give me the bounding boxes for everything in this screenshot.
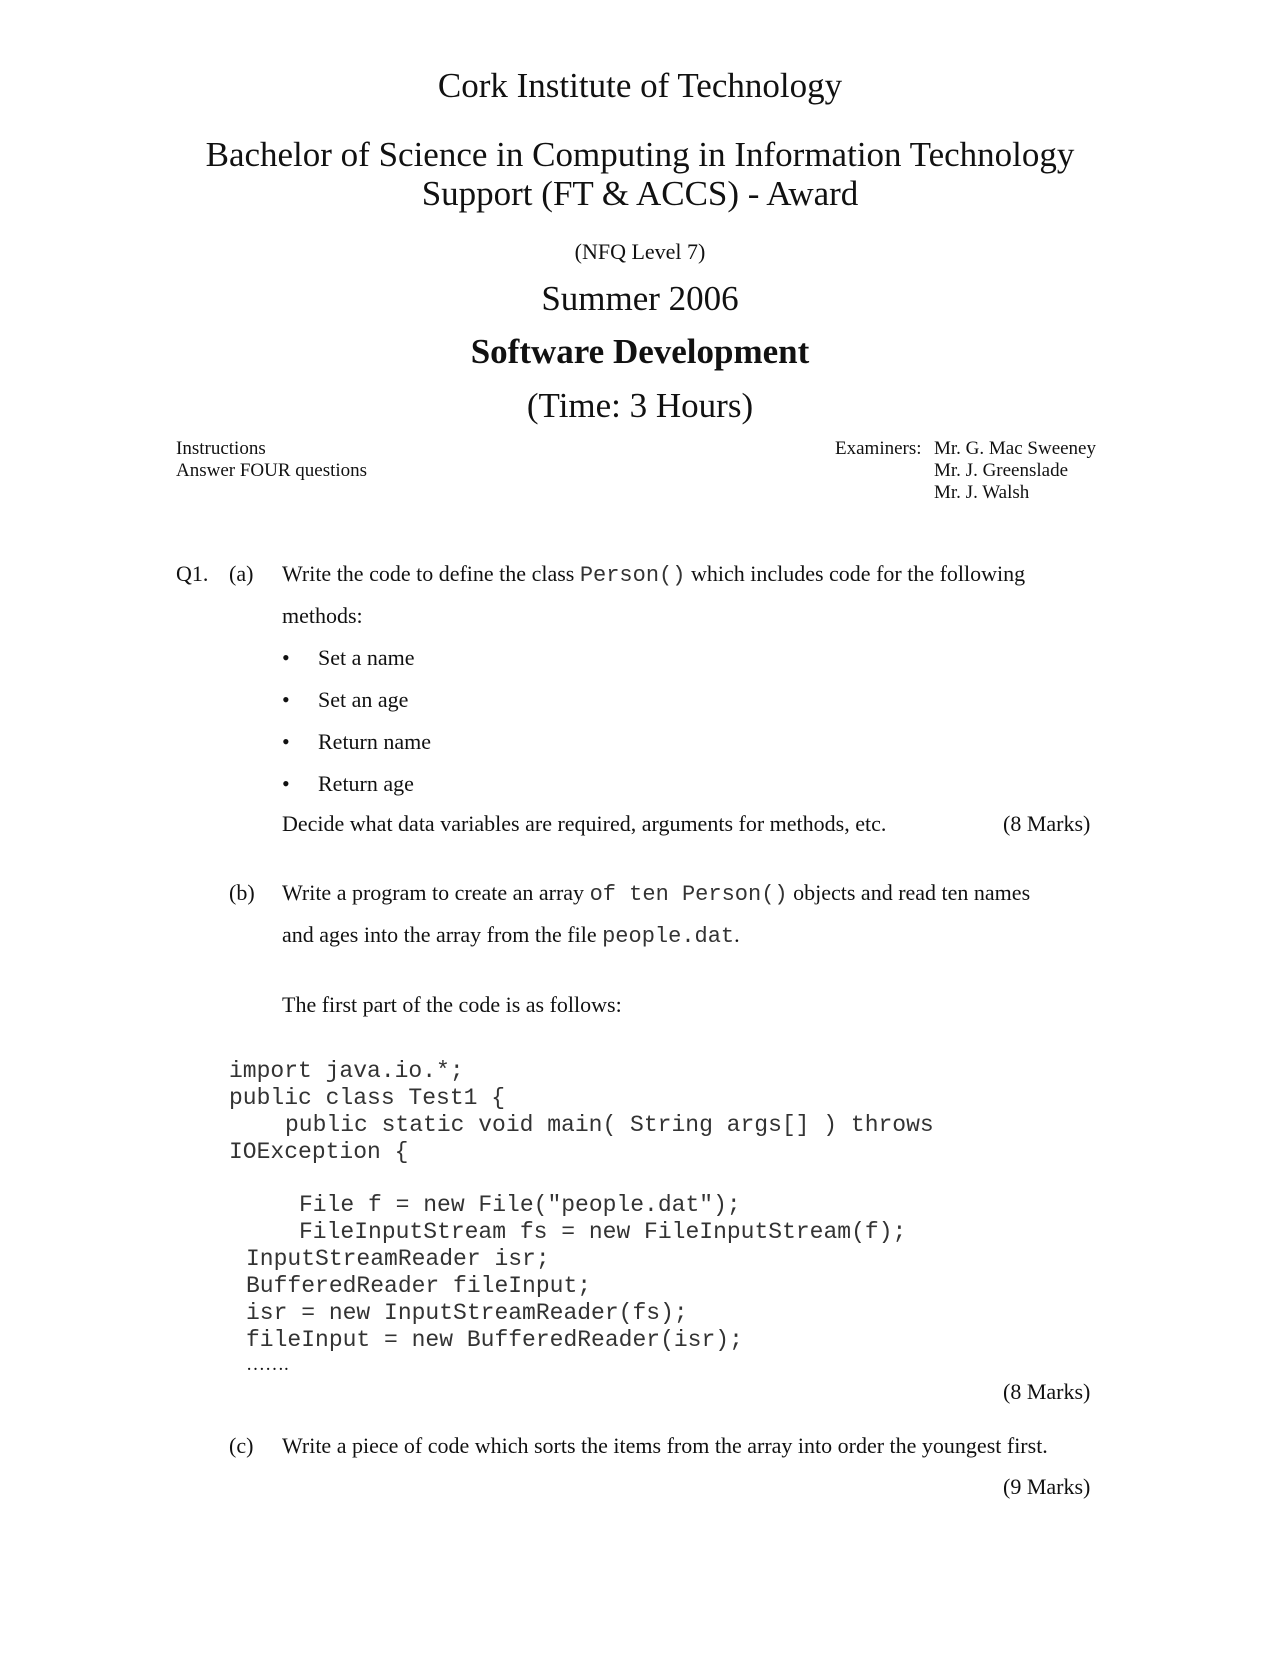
examiner-name: Mr. J. Greenslade xyxy=(934,460,1069,481)
part-a-decide-text: Decide what data variables are required, arguments for methods, etc. xyxy=(282,811,887,836)
part-b-text-line2 xyxy=(282,922,740,949)
exam-duration: (Time: 3 Hours) xyxy=(526,386,754,425)
code-line: import java.io.*; xyxy=(229,1058,464,1084)
question-number: Q1. xyxy=(176,561,209,586)
part-c-marks: (9 Marks) xyxy=(1003,1474,1091,1499)
part-b-text-before: Write a program to create an array xyxy=(282,880,585,905)
part-c-text: Write a piece of code which sorts the items from the array into order the youngest first. xyxy=(282,1433,1048,1458)
nfq-level: (NFQ Level 7) xyxy=(574,239,706,264)
bullet-item: • Return age xyxy=(318,771,414,797)
part-b-text-line1 xyxy=(282,880,1030,907)
part-a-text-line2: methods: xyxy=(282,603,363,628)
part-a-label: (a) xyxy=(229,561,254,586)
instructions-text: Answer FOUR questions xyxy=(176,460,368,481)
code-line: public static void main( String args[] ) throws xyxy=(285,1112,934,1138)
examiner-name: Mr. G. Mac Sweeney xyxy=(934,438,1096,459)
part-b-marks: (8 Marks) xyxy=(1003,1379,1091,1404)
code-line: IOException { xyxy=(229,1139,409,1165)
code-intro-text: The first part of the code is as follows: xyxy=(282,992,622,1017)
subject-title: Software Development xyxy=(470,332,810,371)
code-line: BufferedReader fileInput; xyxy=(246,1273,592,1299)
examiners-label: Examiners: xyxy=(835,438,922,459)
degree-title-line2: Support (FT & ACCS) - Award xyxy=(421,174,859,213)
part-c-label: (c) xyxy=(229,1433,254,1458)
examiner-name: Mr. J. Walsh xyxy=(934,482,1030,503)
code-line: InputStreamReader isr; xyxy=(246,1246,550,1272)
code-line: File f = new File("people.dat"); xyxy=(299,1192,741,1218)
part-a-text-line1 xyxy=(282,561,1025,588)
part-b-text-after: objects and read ten names xyxy=(793,880,1031,905)
exam-session: Summer 2006 xyxy=(541,279,739,318)
bullet-item: • Set a name xyxy=(318,645,415,671)
code-line: fileInput = new BufferedReader(isr); xyxy=(246,1327,743,1353)
part-a-marks: (8 Marks) xyxy=(1003,811,1091,836)
part-a-text-before: Write the code to define the class xyxy=(282,561,575,586)
part-b-line2-before: and ages into the array from the file xyxy=(282,922,597,947)
degree-title-line1: Bachelor of Science in Computing in Information Technology xyxy=(205,135,1075,174)
array-code-phrase: of ten Person() xyxy=(589,882,788,907)
file-name-code: people.dat xyxy=(602,924,735,949)
institution-title: Cork Institute of Technology xyxy=(437,66,843,105)
bullet-item: • Return name xyxy=(318,729,431,755)
instructions-heading: Instructions xyxy=(176,438,266,459)
code-line: isr = new InputStreamReader(fs); xyxy=(246,1300,688,1326)
code-ellipsis: ……. xyxy=(246,1354,289,1375)
code-line: public class Test1 { xyxy=(229,1085,506,1111)
part-a-text-after: which includes code for the following xyxy=(690,561,1026,586)
class-name-code: Person() xyxy=(579,563,686,588)
part-b-label: (b) xyxy=(229,880,255,905)
code-line: FileInputStream fs = new FileInputStream(f); xyxy=(299,1219,907,1245)
bullet-item: • Set an age xyxy=(318,687,408,713)
part-b-line2-after: . xyxy=(734,922,740,947)
